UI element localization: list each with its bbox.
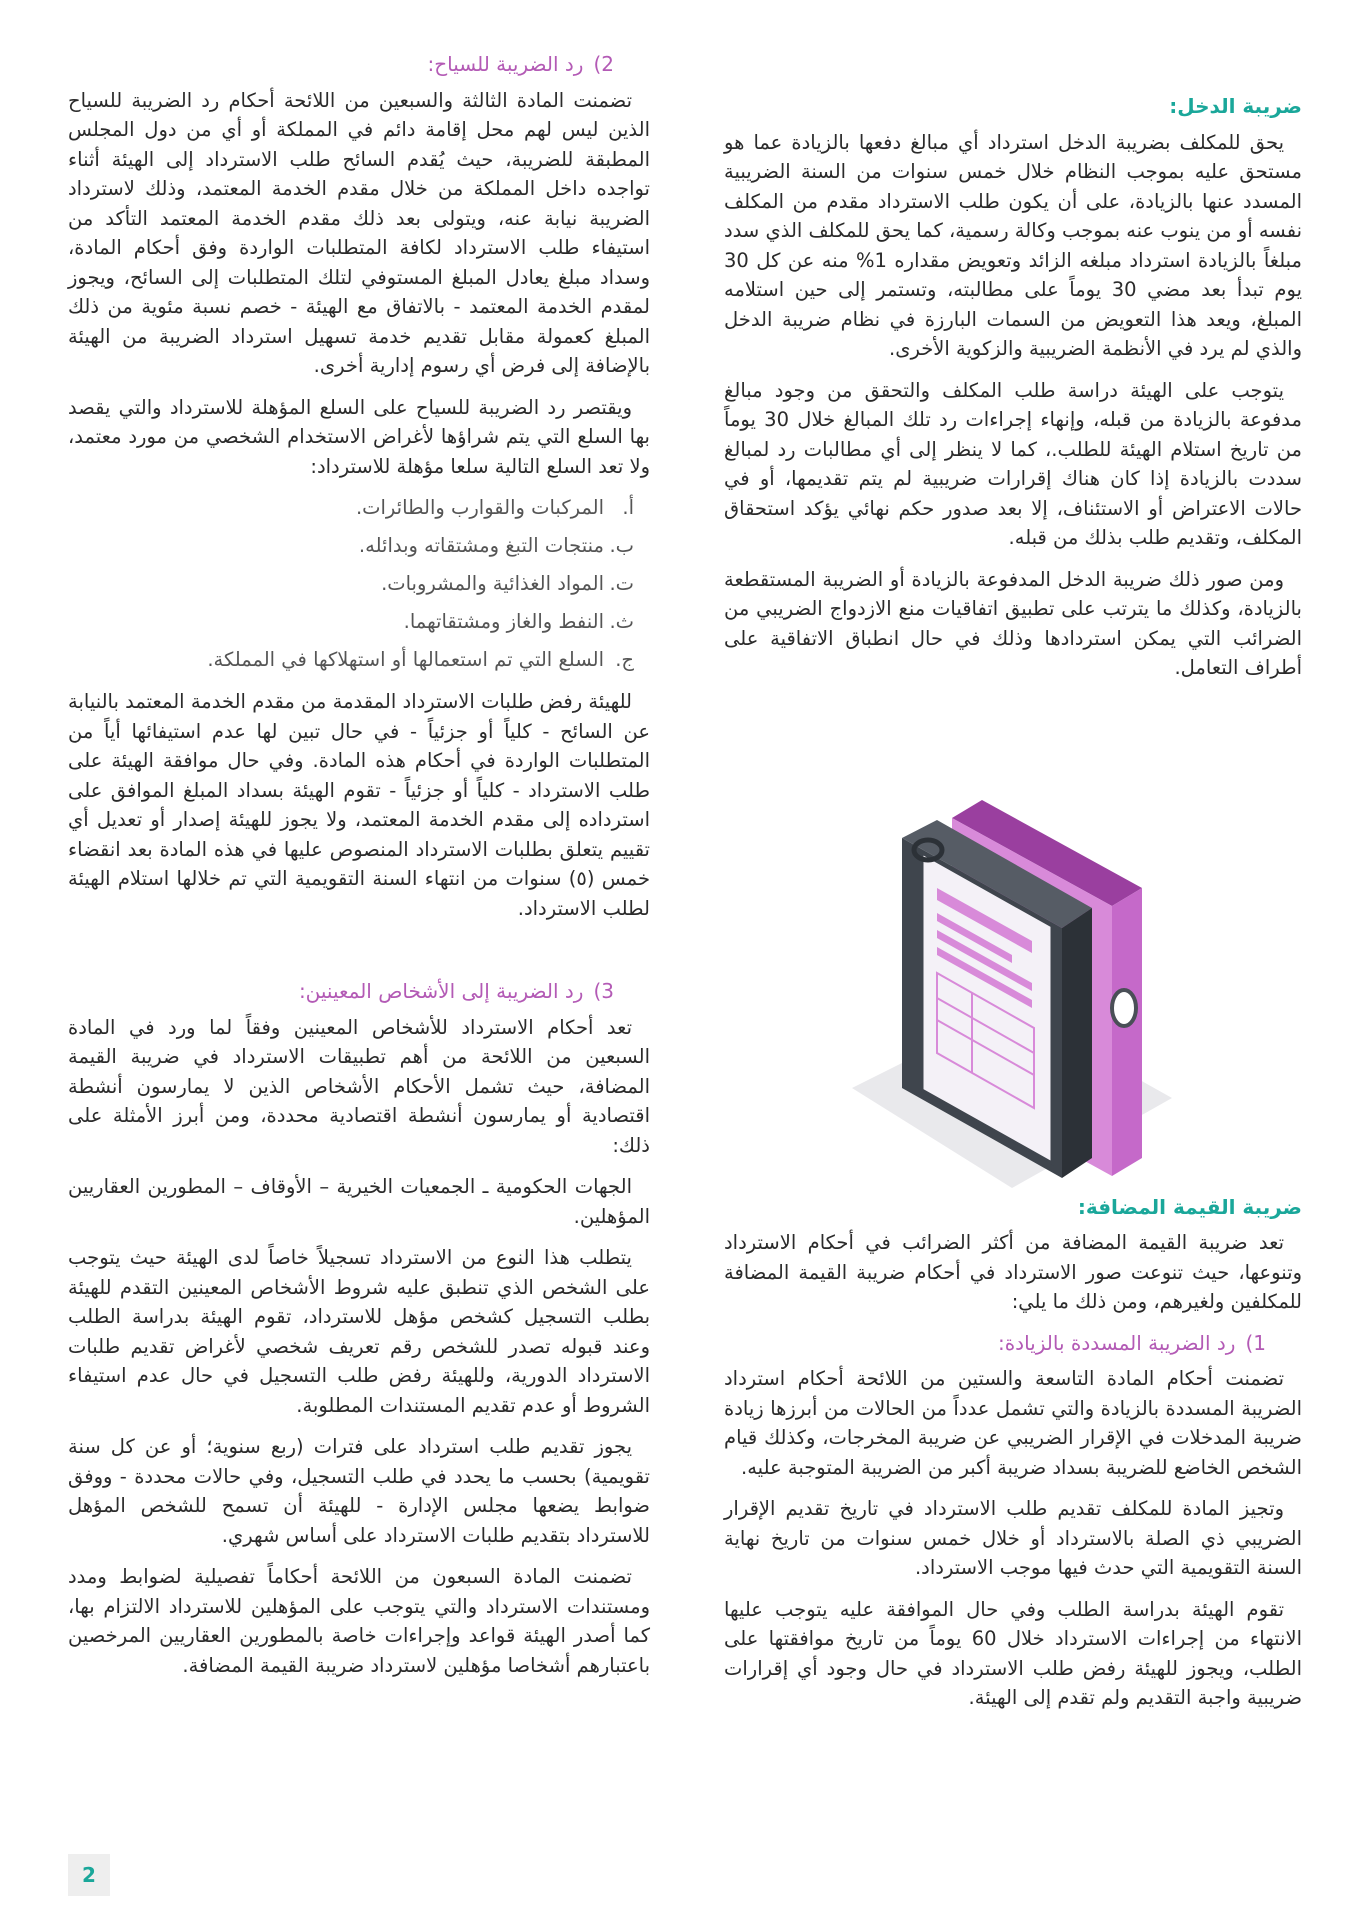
section-3-title: رد الضريبة إلى الأشخاص المعينين: <box>298 979 584 1003</box>
goods-list-item <box>68 569 634 599</box>
section-1-paragraph-3: تقوم الهيئة بدراسة الطلب وفي حال الموافقة عليه يتوجب عليها الانتهاء من إجراءات الاسترداد خلال 60 يوماً من تاريخ موافقتها على الطلب، ويجوز للهيئة رفض طلب الاسترداد في حال وجود أي إقرارات ضريبية واجبة التقديم ولم تقدم إلى الهيئة. <box>724 1597 1302 1709</box>
section-3-number: 3) <box>593 979 614 1003</box>
vat-heading: ضريبة القيمة المضافة: <box>1077 1194 1302 1219</box>
section-3-heading <box>68 977 650 1007</box>
income-paragraph-3: ومن صور ذلك ضريبة الدخل المدفوعة بالزيادة أو الضريبة المستقطعة بالزيادة، وكذلك ما يترتب على تطبيق اتفاقيات منع الازدواج الضريبي من الضرائب التي يمكن استردادها وذلك في حال انطباق الاتفاقية على أطراف التعامل. <box>724 567 1302 679</box>
non-eligible-goods-list <box>68 493 650 675</box>
vat-intro: تعد ضريبة القيمة المضافة من أكثر الضرائب في أحكام الاسترداد وتنوعها، حيث تنوعت صور الاسترداد في أحكام ضريبة القيمة المضافة للمكلفين ولغيرهم، ومن ذلك ما يلي: <box>724 1231 1302 1313</box>
income-tax-heading: ضريبة الدخل: <box>1169 94 1302 118</box>
goods-list-text: منتجات التبغ ومشتقاته وبدائله. <box>358 534 604 557</box>
goods-list-marker: ت. <box>609 572 634 595</box>
section-3-paragraph-5: تضمنت المادة السبعون من اللائحة أحكاماً تفصيلية لضوابط ومدد ومستندات الاسترداد والتي يتوجب على المؤهلين للاسترداد الالتزام بها، كما أصدر الهيئة قواعد وإجراءات خاصة بالمطورين العقاريين المرخصين باعتبارهم أشخاصا مؤهلين لاسترداد ضريبة القيمة المضافة. <box>68 1565 650 1677</box>
income-paragraph-2: يتوجب على الهيئة دراسة طلب المكلف والتحقق من وجود مبالغ مدفوعة بالزيادة من قبله، وإنهاء إجراءات رد تلك المبالغ خلال 30 يوماً من تاريخ استلام الهيئة للطلب.، كما لا ينظر إلى أي مطالبات رد لمبالغ سددت بالزيادة إذا كان هناك إقرارات ضريبية لم يتم تقديمها، أو في حالات الاعتراض أو الاستئناف، إلا بعد صدور حكم نهائي يؤكد استحقاق المكلف، وتقديم طلب بذلك من قبله. <box>724 378 1302 549</box>
section-2-number: 2) <box>593 52 614 76</box>
goods-list-item <box>68 493 634 523</box>
goods-list-text: المواد الغذائية والمشروبات. <box>381 572 604 595</box>
section-2-paragraph-1: تضمنت المادة الثالثة والسبعين من اللائحة أحكام رد الضريبة للسياح الذين ليس لهم محل إقامة دائم في المملكة أو أي من دول المجلس المطبقة للضريبة، حيث يُقدم السائح طلب الاسترداد إلى الهيئة أثناء تواجده داخل المملكة من خلال مقدم الخدمة المعتمد، وذلك لاسترداد الضريبة نيابة عنه، ويتولى بعد ذلك مقدم الخدمة المعتمد التأكد من استيفاء طلب الاسترداد لكافة المتطلبات الواردة وفق أحكام المادة، وسداد مبلغ يعادل المبلغ المستوفي لتلك المتطلبات إلى السائح، ويجوز لمقدم الخدمة المعتمد - بالاتفاق مع الهيئة - خصم نسبة مئوية من ذلك المبلغ كعمولة مقابل تقديم خدمة تسهيل استرداد الضريبة من الهيئة بالإضافة إلى فرض أي رسوم إدارية أخرى. <box>68 88 650 377</box>
section-2-paragraph-2: ويقتصر رد الضريبة للسياح على السلع المؤهلة للاسترداد والتي يقصد بها السلع التي يتم شراؤها لأغراض الاستخدام الشخصي من مورد معتمد، ولا تعد السلع التالية سلعا مؤهلة للاسترداد: <box>68 395 650 478</box>
section-1-paragraph-2: وتجيز المادة للمكلف تقديم طلب الاسترداد في تاريخ تقديم الإقرار الضريبي ذي الصلة بالاسترداد أو خلال خمس سنوات من تاريخ نهاية السنة التقويمية التي حدث فيها موجب الاسترداد. <box>724 1497 1302 1579</box>
income-paragraph-1: يحق للمكلف بضريبة الدخل استرداد أي مبالغ دفعها بالزيادة عما هو مستحق عليه بموجب النظام خلال خمس سنوات من السنة الضريبية المسدد عنها بالزيادة، على أن يكون طلب الاسترداد مقدم من المكلف نفسه أو من ينوب عنه بموجب وكالة رسمية، كما يحق للمكلف الذي سدد مبلغاً بالزيادة استرداد مبلغه الزائد وتعويض مقداره 1% منه عن كل 30 يوم تبدأ بعد مضي 30 يوماً على مطالبته، وتستمر إلى حين استلامه المبلغ، ويعد هذا التعويض من السمات البارزة في نظام ضريبة الدخل والذي لم يرد في الأنظمة الضريبية والزكوية الأخرى. <box>723 130 1302 360</box>
section-1-paragraph-1: تضمنت أحكام المادة التاسعة والستين من اللائحة أحكام استرداد الضريبة المسددة بالزيادة والتي تشمل عدداً من الحالات من أبرزها زيادة ضريبة المدخلات في الإقرار الضريبي عن ضريبة المخرجات، وكذلك قيام الشخص الخاضع للضريبة بسداد ضريبة أكبر من الضريبة المتوجبة عليه. <box>724 1367 1302 1479</box>
section-3-paragraph-2: الجهات الحكومية ـ الجمعيات الخيرية – الأوقاف – المطورين العقاريين المؤهلين. <box>68 1175 650 1228</box>
goods-list-marker: ب. <box>609 534 634 557</box>
section-3-paragraph-3: يتطلب هذا النوع من الاسترداد تسجيلاً خاصاً لدى الهيئة حيث يتوجب على الشخص الذي تنطبق عليه شروط الأشخاص المعينين التقدم للهيئة بطلب التسجيل كشخص مؤهل للاسترداد، تقوم الهيئة بدراسة الطلب وعند قبوله تصدر للشخص رقم تعريف شخصي لأغراض تقديم طلبات الاسترداد الدورية، وللهيئة رفض طلب التسجيل في حال عدم استيفاء الشروط أو عدم تقديم المستندات المطلوبة. <box>68 1246 650 1417</box>
goods-list-text: النفط والغاز ومشتقاتهما. <box>403 610 604 633</box>
goods-list-marker: أ. <box>622 496 634 519</box>
section-3-paragraph-1: تعد أحكام الاسترداد للأشخاص المعينين وفقاً لما ورد في المادة السبعين من اللائحة من أهم تطبيقات الاسترداد في ضريبة القيمة المضافة، حيث تشمل الأحكام الأشخاص الذين لا يمارسون أنشطة اقتصادية أو يمارسون أنشطة اقتصادية محددة، ومن أبرز الأمثلة على ذلك: <box>68 1015 650 1157</box>
goods-list-marker: ج. <box>615 648 634 671</box>
goods-list-text: المركبات والقوارب والطائرات. <box>355 496 604 519</box>
section-2-paragraph-3: للهيئة رفض طلبات الاسترداد المقدمة من مقدم الخدمة المعتمد بالنيابة عن السائح - كلياً أو جزئياً - في حال تبين لها عدم استيفائها أياً من المتطلبات الواردة في أحكام هذه المادة. وفي حال موافقة الهيئة على طلب الاسترداد - كلياً أو جزئياً - تقوم الهيئة بسداد المبلغ الموافق على استرداده إلى مقدم الخدمة المعتمد، ولا يجوز للهيئة إصدار أو تعديل أي تقييم يتعلق بطلبات الاسترداد المنصوص عليها في هذه المادة بعد انقضاء خمس (٥) سنوات من انتهاء السنة التقويمية التي تم خلالها استلام الهيئة لطلب الاسترداد. <box>68 690 650 920</box>
section-1-heading <box>724 1329 1302 1359</box>
goods-list-item <box>68 531 634 561</box>
goods-list-text: السلع التي تم استعمالها أو استهلاكها في المملكة. <box>207 648 604 671</box>
section-2-heading <box>68 50 650 80</box>
goods-list-marker: ث. <box>609 610 634 633</box>
section-2-title: رد الضريبة للسياح: <box>427 52 584 76</box>
section-1-number: 1) <box>1245 1330 1266 1355</box>
left-column <box>68 0 650 1692</box>
page-number: 2 <box>68 1854 110 1896</box>
goods-list-item <box>68 645 634 675</box>
goods-list-item <box>68 607 634 637</box>
section-1-title: رد الضريبة المسددة بالزيادة: <box>997 1330 1236 1355</box>
section-3-paragraph-4: يجوز تقديم طلب استرداد على فترات (ربع سنوية؛ أو عن كل سنة تقويمية) بحسب ما يحدد في طلب التسجيل، وفي حالات محددة - ووفق ضوابط يضعها مجلس الإدارة - للهيئة أن تسمح للشخص المؤهل للاسترداد بتقديم طلبات الاسترداد على أساس شهري. <box>68 1435 650 1547</box>
binders-illustration <box>842 758 1182 1208</box>
